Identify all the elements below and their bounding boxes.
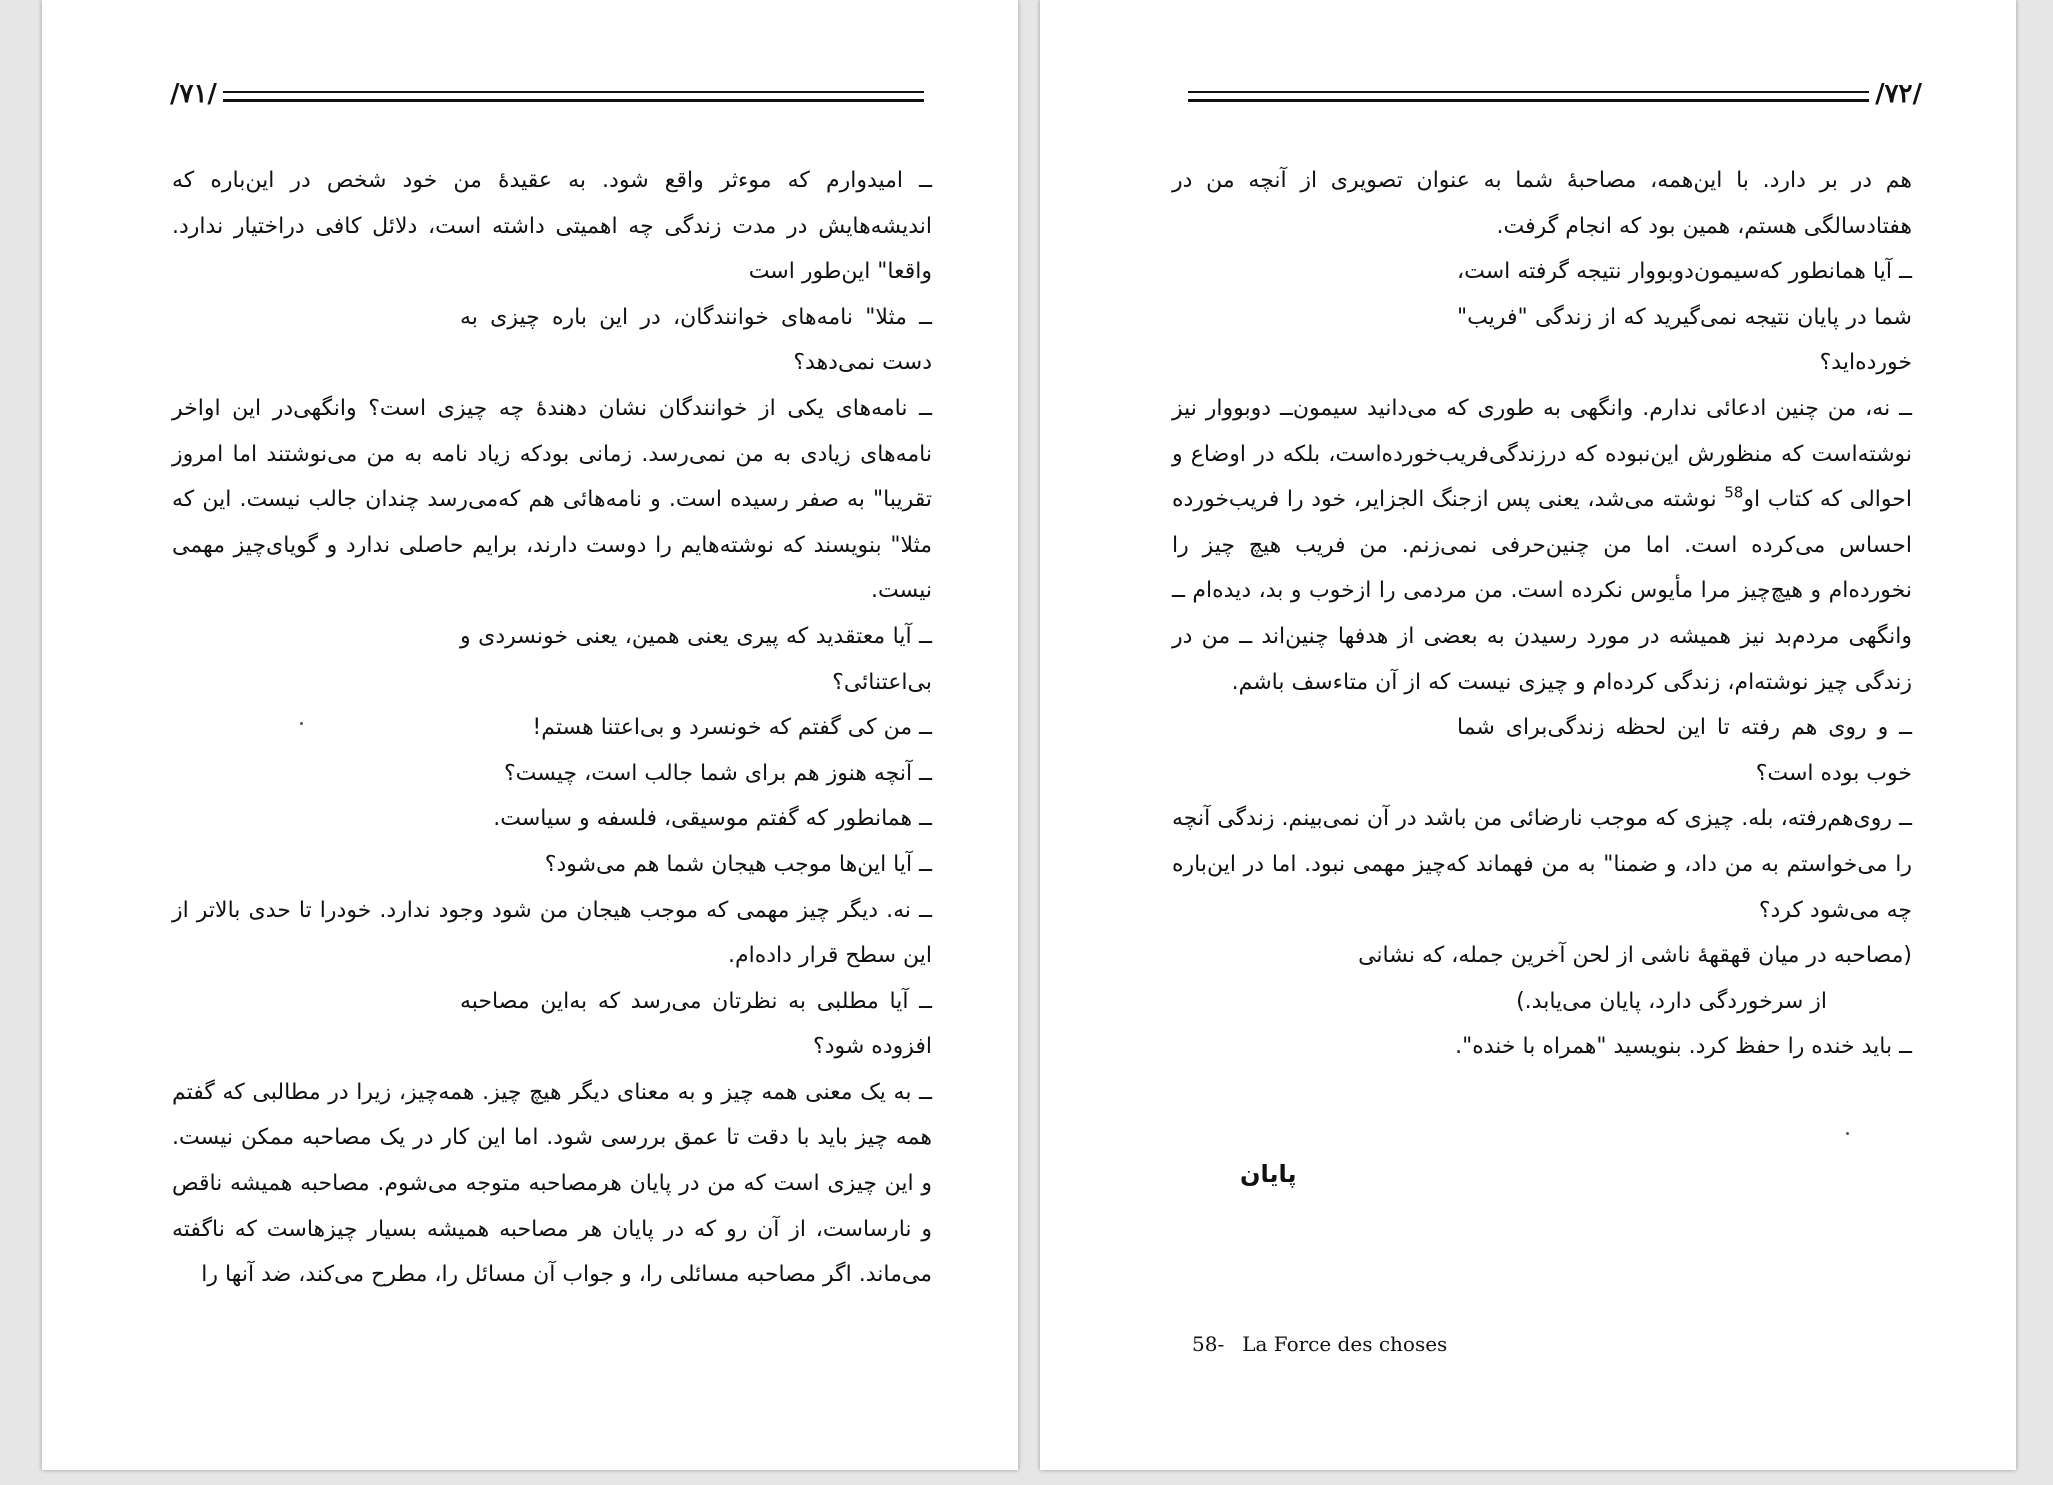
header-rule (223, 91, 924, 102)
page-header (170, 80, 930, 108)
question-paragraph: ــ آیا معتقدید که پیری یعنی همین، یعنی خونسردی و بی‌اعتنائی؟ (460, 623, 932, 695)
page-body (1172, 158, 1912, 1070)
scan-speck (300, 722, 303, 725)
stage-note: از سرخوردگی دارد، پایان می‌یابد.) (1516, 988, 1827, 1014)
question-paragraph: ــ آیا مطلبی به نظرتان می‌رسد که به‌این مصاحبه افزوده شود؟ (460, 988, 932, 1060)
stage-note: (مصاحبه در میان قهقهه‌ٔ ناشی از لحن آخرین جمله، که نشانی (1358, 943, 1912, 969)
paragraph: ــ من کی گفتم که خونسرد و بی‌اعتنا هستم! (532, 715, 932, 741)
paragraph: ــ آیا این‌ها موجب هیجان شما هم می‌شود؟ (544, 851, 932, 877)
footer-page-number: 58- (1192, 1332, 1225, 1356)
page-number: /۷۲/ (1875, 79, 1922, 109)
paragraph-text: نوشته می‌شد، یعنی پس ازجنگ الجزایر، خود را فریب‌خورده احساس می‌کرده است. اما من چنین‌حرفی نمی‌زنم. من فریب هیچ چیز را نخورده‌ام و هیچ‌چیز مرا مأیوس نکرده است. من مردمی را ازخوب و بد، دیده‌ام ــ وانگهی مردم‌بد نیز همیشه در مورد رسیدن به بعضی از هدفها چنین‌اند ــ من در زندگی چیز نوشته‌ام، زندگی کرده‌ام و چیزی نیست که از آن متاءسف باشم. (1172, 487, 1912, 695)
paragraph: ــ روی‌هم‌رفته، بله. چیزی که موجب نارضائی من باشد در آن نمی‌بینم. زندگی آنچه را می‌خواستم به من داد، و ضمنا" به من فهماند که‌چیز مهمی نبود. اما در این‌باره چه می‌شود کرد؟ (1172, 806, 1912, 923)
page-body (172, 158, 932, 1298)
end-word: پایان (1240, 1160, 1297, 1188)
question-paragraph: ــ مثلا" نامه‌های خوانندگان، در این باره چیزی به دست نمی‌دهد؟ (460, 304, 932, 376)
paragraph: ــ باید خنده را حفظ کرد. بنویسید "همراه با خنده". (1455, 1034, 1912, 1060)
book-page-left (42, 0, 1018, 1470)
scan-speck (1846, 1132, 1849, 1135)
paragraph: ــ نه. دیگر چیز مهمی که موجب هیجان من شود وجود ندارد. خودرا تا حدی بالاتر از این سطح قرار داده‌ام. (172, 897, 932, 969)
page-footer (1192, 1332, 1447, 1356)
header-rule (1188, 91, 1869, 102)
footnote-mark: 58 (1724, 483, 1744, 502)
paragraph-text: ــ نه، من چنین ادعائی ندارم. وانگهی به طوری که می‌دانید سیمون‌ــ دوبووار نیز نوشته‌است که منظورش این‌نبوده که درزندگی‌فریب‌خورده‌است، بلکه در اوضاع و احوالی که کتاب او (1172, 395, 1912, 513)
paragraph: ــ امیدوارم که موءثر واقع شود. به عقیده‌ٔ من خود شخص در این‌باره که اندیشه‌هایش در مدت زندگی چه اهمیتی داشته است، دلائل کافی دراختیار ندارد. واقعا" این‌طور است (172, 168, 932, 285)
paragraph: ــ به یک معنی همه چیز و به معنای دیگر هیچ چیز. همه‌چیز، زیرا در مطالبی که گفتم همه چیز باید با دقت تا عمق بررسی شود. اما این کار در یک مصاحبه ممکن نیست. و این چیزی است که من در پایان هرمصاحبه متوجه می‌شوم. مصاحبه همیشه ناقص و نارساست، از آن رو که در پایان هر مصاحبه همیشه بسیار چیزهاست که ناگفته می‌ماند. اگر مصاحبه مسائلی را، و جواب آن مسائل را، مطرح می‌کند، ضد آنها را (172, 1079, 932, 1288)
question-paragraph: ــ آنچه هنوز هم برای شما جالب است، چیست؟ (504, 760, 932, 786)
paragraph: ــ نامه‌های یکی از خوانندگان نشان دهنده‌ٔ چه چیزی است؟ وانگهی‌در این اواخر نامه‌های زیادی به من نمی‌رسد. زمانی بودکه زیاد نامه به من می‌نوشتند اما امروز تقریبا" به صفر رسیده است. و نامه‌هائی هم که‌می‌رسد چندان جالب نیست. این که مثلا" بنویسند که نوشته‌هایم را دوست دارند، برایم حاصلی ندارد و گویای‌چیز مهمی نیست. (172, 395, 932, 604)
paragraph: هم در بر دارد. با این‌همه، مصاحبه‌ٔ شما به عنوان تصویری از آنچه من در هفتادسالگی هستم، همین بود که انجام گرفت. (1172, 168, 1912, 239)
question-paragraph: ــ آیا همانطور که‌سیمون‌دوبووار نتیجه گرفته است، شما در پایان نتیجه نمی‌گیرید که از زندگی "فریب" خورده‌اید؟ (1457, 259, 1912, 376)
page-number: /۷۱/ (170, 79, 217, 109)
footer-book-title: La Force des choses (1242, 1332, 1448, 1356)
question-paragraph: ــ و روی هم رفته تا این لحظه زندگی‌برای شما خوب بوده است؟ (1457, 715, 1912, 786)
paragraph (1172, 386, 1912, 705)
book-page-right (1040, 0, 2016, 1470)
paragraph: ــ همانطور که گفتم موسیقی، فلسفه و سیاست. (493, 806, 932, 832)
page-header (1182, 80, 1922, 108)
